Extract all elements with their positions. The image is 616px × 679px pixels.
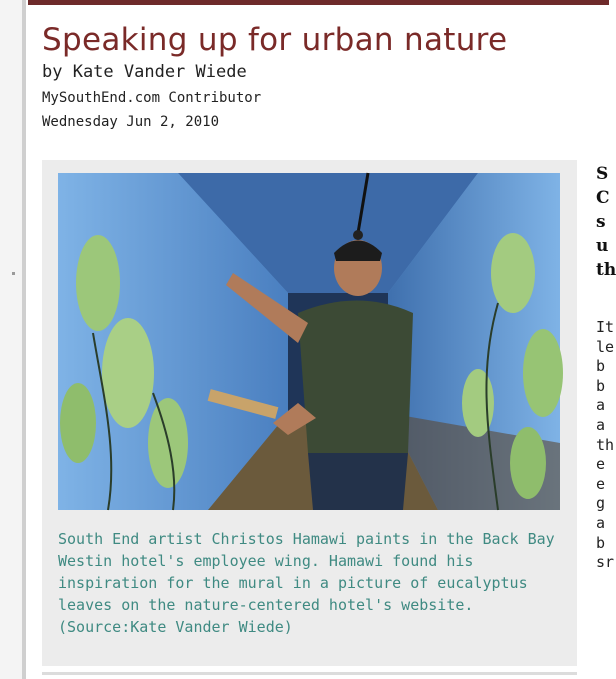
sidebar-body-line: le [596,337,615,356]
sidebar-body-line: b [596,376,606,395]
sidebar-body-line: g [596,494,606,513]
mural-photo-image [58,173,560,510]
top-rule [28,0,609,5]
photo-source: (Source:Kate Vander Wiede) [58,618,293,636]
left-rail [0,0,26,679]
sidebar-heading-line: C [596,188,610,208]
bottom-rule [42,672,577,675]
sidebar-body-line: b [596,357,606,376]
sidebar-body-line: a [596,396,606,415]
rail-marker [12,272,15,275]
article-contributor: MySouthEnd.com Contributor [42,90,262,106]
sidebar-heading-line: th [596,260,616,280]
sidebar-heading[interactable] [596,162,616,282]
photo-caption [58,528,563,638]
sidebar-body-line: sr [596,553,615,572]
photo-caption-text: South End artist Christos Hamawi paints in the Back Bay Westin hotel's employee wing. Hamawi found his inspiration for the mural in a picture of eucalyptus leaves on the nature-centered hotel's website. [58,530,555,614]
article-photo[interactable] [58,173,560,510]
article-byline[interactable]: by Kate Vander Wiede [42,62,247,82]
sidebar-body-line: b [596,533,606,552]
sidebar-heading-line: s [596,212,606,232]
sidebar-body-line: It [596,318,615,336]
article-title: Speaking up for urban nature [42,22,508,58]
sidebar-body-line: e [596,474,606,493]
sidebar-body-line: th [596,435,615,454]
article-date: Wednesday Jun 2, 2010 [42,114,220,130]
sidebar-body-line: e [596,455,606,474]
sidebar-body-line: a [596,415,606,434]
sidebar-heading-line: S [596,164,609,184]
sidebar-body-text [596,318,614,573]
sidebar-body-line: a [596,513,606,532]
sidebar-heading-line: u [596,236,609,256]
